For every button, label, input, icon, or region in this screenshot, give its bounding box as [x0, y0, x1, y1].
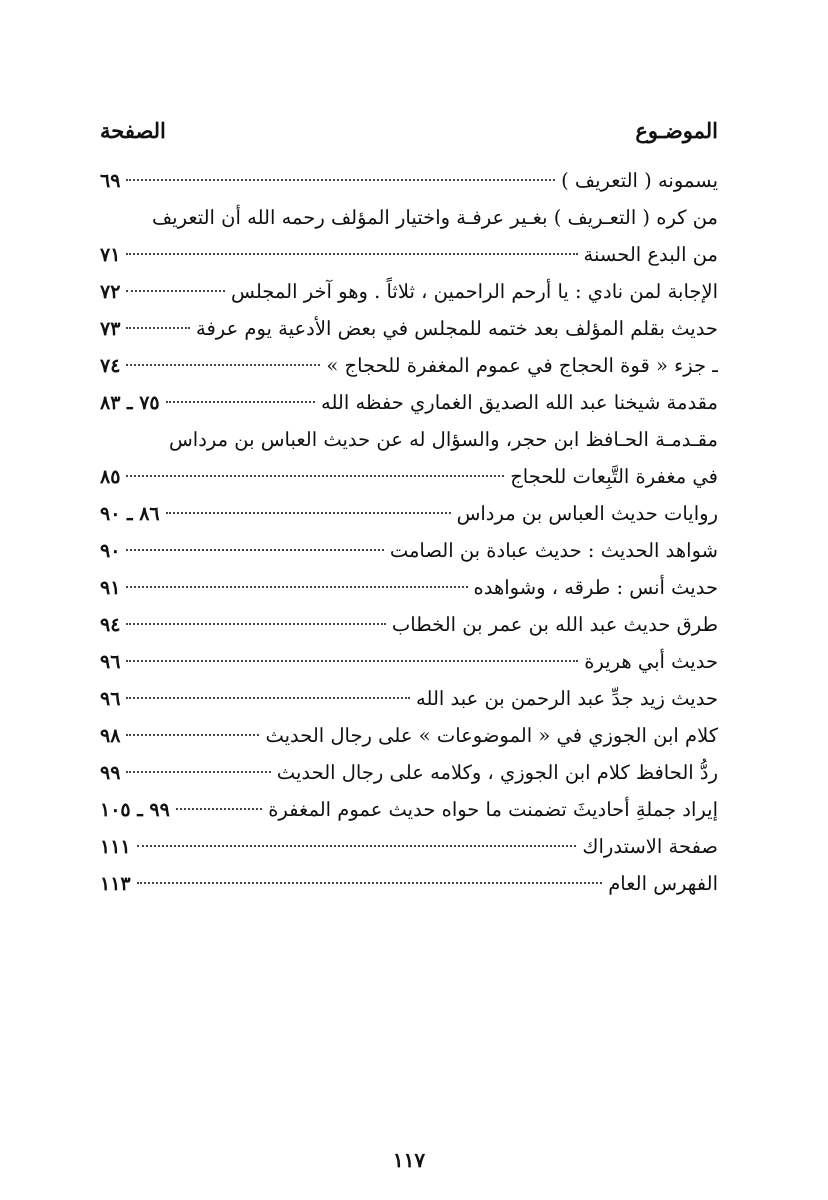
- dot-leader: [137, 845, 577, 847]
- dot-leader: [137, 882, 603, 884]
- toc-entry: [100, 199, 718, 236]
- dot-leader: [126, 734, 259, 736]
- dot-leader: [126, 475, 504, 477]
- toc-entry-title: حديث أنس : طرقه ، وشواهده: [473, 576, 718, 599]
- toc-entry: [100, 273, 718, 310]
- toc-entry-title: يسمونه ( التعريف ): [561, 169, 718, 192]
- dot-leader: [166, 401, 315, 403]
- toc-entry-title: ـ جزء « قوة الحجاج في عموم المغفرة للحجاج »: [326, 354, 718, 377]
- toc-entry: [100, 569, 718, 606]
- toc-entry-title: إيراد جملةِ أحاديثَ تضمنت ما حواه حديث عموم المغفرة: [268, 798, 718, 821]
- toc-entry: [100, 791, 718, 828]
- dot-leader: [126, 179, 555, 181]
- toc-entry-page: ٧١: [100, 244, 121, 266]
- dot-leader: [166, 512, 451, 514]
- dot-leader: [126, 549, 383, 551]
- toc-entry-page: ٨٥: [100, 466, 121, 488]
- topic-column-heading: الموضـوع: [635, 118, 718, 143]
- toc-entry-title: ردُّ الحافظ كلام ابن الجوزي ، وكلامه على رجال الحديث: [276, 761, 718, 784]
- toc-entry-title: مقدمة شيخنا عبد الله الصديق الغماري حفظه الله: [321, 391, 718, 414]
- index-page: [100, 0, 718, 1200]
- toc-entry-page: ٧٢: [100, 281, 121, 303]
- toc-entry-title: كلام ابن الجوزي في « الموضوعات » على رجال الحديث: [265, 724, 718, 747]
- toc-entry-title: صفحة الاستدراك: [582, 835, 718, 858]
- toc-entry-page: ٩٦: [100, 651, 121, 673]
- toc-entry: [100, 643, 718, 680]
- toc-entry-title: من كره ( التعـريف ) بغـير عرفـة واختيار المؤلف رحمه الله أن التعريف: [151, 206, 718, 229]
- toc-entry: [100, 680, 718, 717]
- toc-entry-title: حديث أبي هريرة: [584, 650, 718, 673]
- dot-leader: [126, 660, 578, 662]
- toc-entry-title: حديث زيد جدِّ عبد الرحمن بن عبد الله: [416, 687, 718, 710]
- toc-entry: [100, 236, 718, 273]
- dot-leader: [176, 808, 262, 810]
- toc-entry-page: ١١٣: [100, 873, 131, 895]
- dot-leader: [126, 623, 385, 625]
- dot-leader: [126, 364, 320, 366]
- toc-entry: [100, 754, 718, 791]
- toc-entry: [100, 532, 718, 569]
- dot-leader: [126, 586, 467, 588]
- dot-leader: [126, 771, 270, 773]
- toc-entry: [100, 347, 718, 384]
- toc-entry-page: ٧٤: [100, 355, 121, 377]
- toc-entry-page: ٩٦: [100, 688, 121, 710]
- toc-entry-title: الفهرس العام: [608, 872, 718, 895]
- toc-entry: [100, 310, 718, 347]
- toc-entry-page: ٨٦ ـ ٩٠: [100, 503, 160, 525]
- toc-entry: [100, 606, 718, 643]
- toc-entry-page: ٩٠: [100, 540, 121, 562]
- index-header: [100, 118, 718, 150]
- dot-leader: [126, 290, 225, 292]
- toc-entry-page: ٧٣: [100, 318, 121, 340]
- toc-entry: [100, 717, 718, 754]
- toc-entry-title: في مغفرة التَّبِعات للحجاج: [510, 465, 718, 488]
- toc-entry: [100, 495, 718, 532]
- dot-leader: [126, 697, 410, 699]
- toc-entry-page: ٩٨: [100, 725, 121, 747]
- toc-entry-title: مقـدمـة الحـافظ ابن حجر، والسؤال له عن حديث العباس بن مرداس: [168, 428, 718, 451]
- table-of-contents: [100, 162, 718, 902]
- toc-entry-page: ٩٩: [100, 762, 121, 784]
- toc-entry-title: شواهد الحديث : حديث عبادة بن الصامت: [389, 539, 718, 562]
- page-number: ١١٧: [392, 1148, 426, 1172]
- toc-entry-page: ٩٩ ـ ١٠٥: [100, 799, 170, 821]
- dot-leader: [126, 327, 190, 329]
- toc-entry-page: ٩٤: [100, 614, 121, 636]
- toc-entry-title: روايات حديث العباس بن مرداس: [456, 502, 718, 525]
- toc-entry-page: ١١١: [100, 836, 131, 858]
- toc-entry-title: من البدع الحسنة: [583, 243, 718, 266]
- toc-entry-title: الإجابة لمن نادي : يا أرحم الراحمين ، ثلاثاً . وهو آخر المجلس: [230, 280, 718, 303]
- toc-entry: [100, 458, 718, 495]
- toc-entry-title: حديث بقلم المؤلف بعد ختمه للمجلس في بعض الأدعية يوم عرفة: [196, 317, 718, 340]
- page-column-heading: الصفحة: [100, 118, 166, 143]
- toc-entry: [100, 828, 718, 865]
- toc-entry: [100, 865, 718, 902]
- toc-entry: [100, 421, 718, 458]
- toc-entry-title: طرق حديث عبد الله بن عمر بن الخطاب: [391, 613, 718, 636]
- dot-leader: [126, 253, 577, 255]
- toc-entry-page: ٧٥ ـ ٨٣: [100, 392, 160, 414]
- toc-entry: [100, 162, 718, 199]
- toc-entry-page: ٩١: [100, 577, 121, 599]
- toc-entry: [100, 384, 718, 421]
- toc-entry-page: ٦٩: [100, 170, 121, 192]
